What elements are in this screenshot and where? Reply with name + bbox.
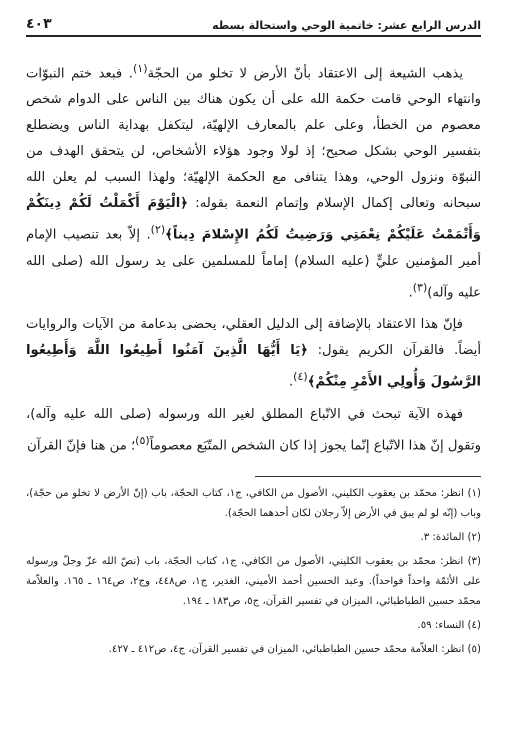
text-run: . — [288, 374, 294, 390]
text-run: . — [408, 285, 413, 301]
paragraph-2 — [26, 312, 481, 395]
footnote-ref-1[interactable]: (١) — [132, 62, 148, 75]
footnote-1: (١) انظر: محمّد بن يعقوب الكليني، الأصول من الكافي، ج١، كتاب الحجّة، باب (إنّ الأرض لا تخلو من حجّة)، وباب (إنّه لو لم يبق في الأرض إلاّ رجلان لكان أحدهما الحجّة). — [26, 488, 481, 519]
text-run: فإنّ هذا الاعتقاد بالإضافة إلى الدليل العقلي، يحضى بدعامة من الآيات والروايات أيضاً. فالقرآن الكريم يقول: — [26, 317, 481, 359]
paragraph-3 — [26, 402, 481, 459]
footnote-ref-2[interactable]: (٢) — [150, 223, 166, 237]
footnote-3: (٣) انظر: محمّد بن يعقوب الكليني، الأصول من الكافي، ج١، كتاب الحجّة، باب (نصّ الله عزّ وجلّ ورسوله على الأئمّة واحداً فواحداً). وعبد الحسين أحمد الأميني، الغدير، ج١، ص٤٤٨، وج٢، ص١٦٤ ـ ١٦٥. والعلاّمة محمّد حسين الطباطبائي، الميزان في تفسير القرآن، ج٥، ص١٨٣ ـ ١٩٤. — [26, 556, 482, 607]
footnote-2: (٢) المائدة: ٣. — [420, 532, 481, 543]
paragraph-1 — [26, 56, 481, 306]
text-run: ؛ من هنا فإنّ القرآن — [27, 437, 136, 453]
page-header — [26, 10, 481, 37]
text-run: . إلاّ بعد تنصيب الإمام أمير المؤمنين عليٍّ (عليه السلام) إماماً للمسلمين على يد رسول الله (صلى الله عليه وآله) — [26, 227, 481, 301]
chapter-title: الدرس الرابع عشر: خاتمية الوحي واستحالة بسطه — [212, 19, 481, 32]
footnote-ref-4[interactable]: (٤) — [293, 370, 308, 384]
footnote-divider — [255, 476, 481, 477]
quran-quote: ﴿يَا أَيُّهَا الَّذِينَ آمَنُوا أَطِيعُوا اللَّهَ وَأَطِيعُوا الرَّسُولَ وَأُولِي الأَمْرِ مِنْكُمْ﴾ — [26, 343, 481, 390]
page-number: ٤٠٣ — [26, 16, 52, 32]
body-text — [26, 56, 481, 465]
quran-quote: ﴿الْيَوْمَ أَكْمَلْتُ لَكُمْ دِينَكُمْ وَأَتْمَمْتُ عَلَيْكُمْ نِعْمَتِي وَرَضِيتُ لَكُمُ الإِسْلامَ دِيناً﴾ — [26, 196, 481, 243]
text-run: . فبعد ختم النبوّات وانتهاء الوحي قامت حكمة الله على أن يكون هناك بين الناس على الدوام شخص معصوم من الخطأ، وعلى علم بالمعارف الإلهيّة، ليتكفل بهداية الناس ويضطلع بتفسير الوحي بشكل صحيح؛ إذ لولا وجود هؤلاء الأشخاص، لن يتحقق الهدف من النبوّة ونزول الوحي، وهذا يتنافى مع الحكمة الإلهيّة؛ ولهذا السبب لم يعلن الله سبحانه وتعالى إكمال الإسلام وإتمام النعمة بقوله: — [26, 66, 481, 212]
footnote-5: (٥) انظر: العلاّمة محمّد حسين الطباطبائي، الميزان في تفسير القرآن، ج٤، ص٤١٢ ـ ٤٢٧. — [108, 644, 481, 655]
footnotes — [26, 484, 481, 664]
text-run: فهذه الآية تبحث في الاتّباع المطلق لغير الله ورسوله (صلى الله عليه وآله)، وتقول إنّ هذا الاتّباع إنّما يجوز إذا كان الشخص المتّبَع معصوماً — [26, 406, 481, 453]
footnote-ref-5[interactable]: (٥) — [135, 433, 150, 447]
footnote-ref-3[interactable]: (٣) — [412, 280, 428, 294]
text-run: يذهب الشيعة إلى الاعتقاد بأنّ الأرض لا تخلو من الحجّة — [147, 66, 464, 82]
footnote-4: (٤) النساء: ٥٩. — [417, 620, 481, 631]
